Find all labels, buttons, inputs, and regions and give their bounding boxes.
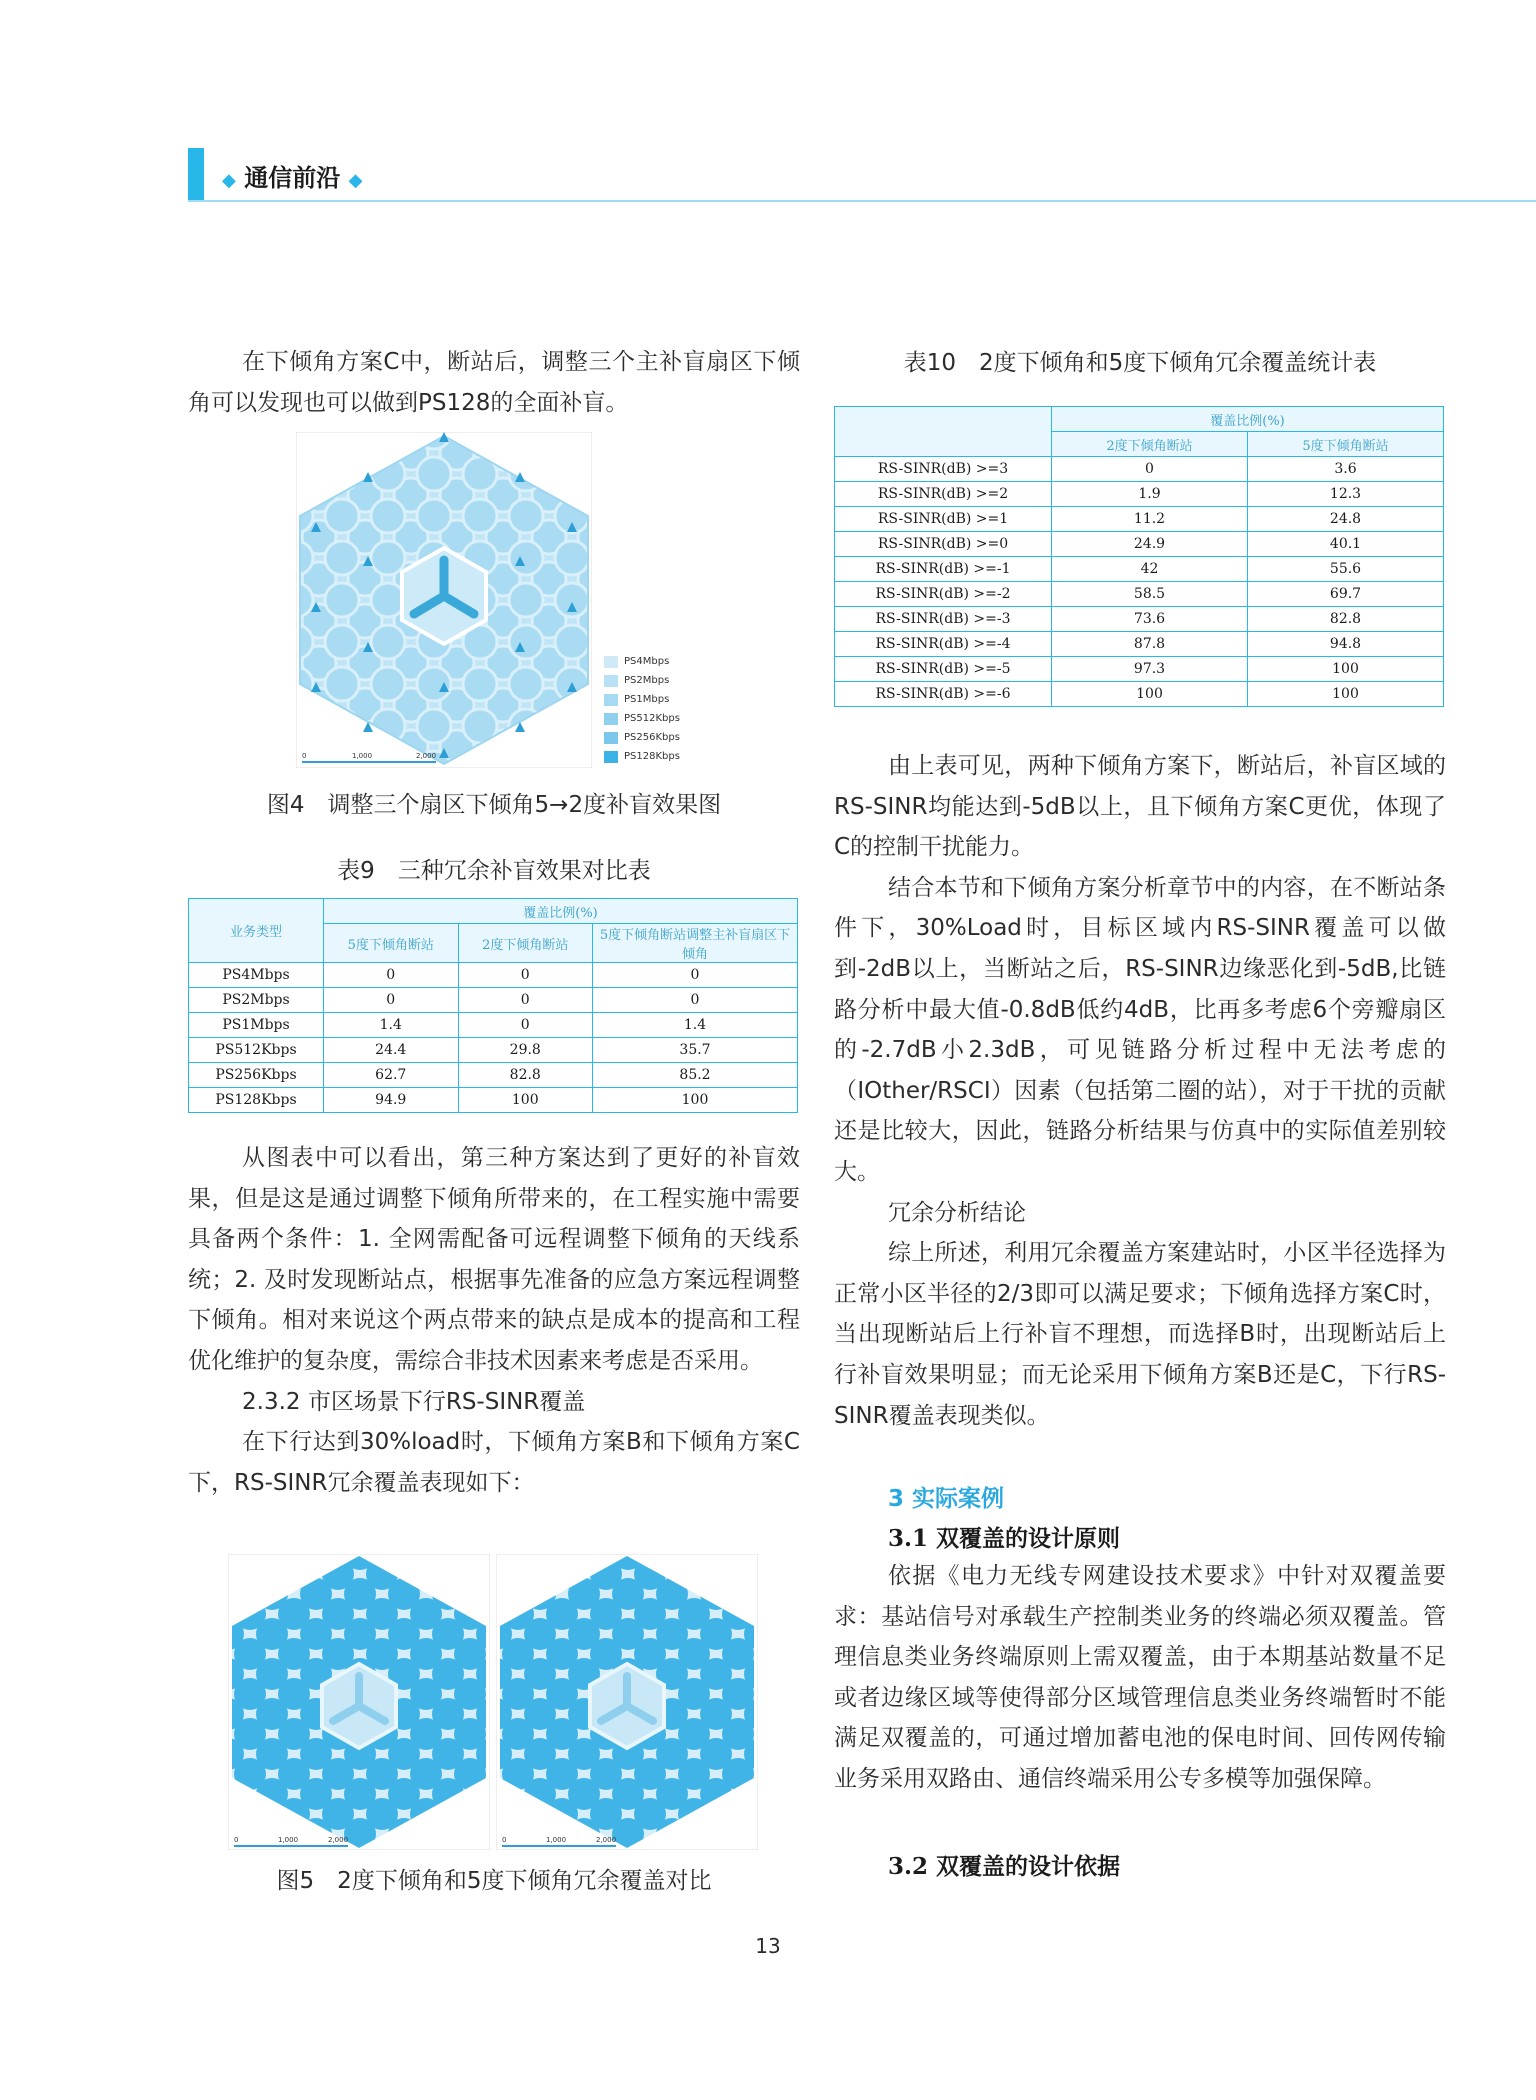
scale-label: 1,000 xyxy=(352,752,373,760)
table-cell: 100 xyxy=(593,1088,798,1113)
table-cell: 58.5 xyxy=(1052,582,1248,607)
table-row xyxy=(835,582,1444,607)
legend-item xyxy=(604,728,680,747)
figure-4-legend xyxy=(604,652,680,766)
legend-swatch xyxy=(604,713,618,725)
table-header: 业务类型 xyxy=(189,899,324,963)
subsection-heading: 冗余分析结论 xyxy=(888,1199,1026,1226)
table-10 xyxy=(834,406,1444,707)
running-header-text: 通信前沿 xyxy=(244,164,341,192)
paragraph-text: 依据《电力无线专网建设技术要求》中针对双覆盖要求：基站信号对承载生产控制类业务的终端必须双覆盖。管理信息类业务终端原则上需双覆盖，由于本期基站数量不足或者边缘区域等使得部分区域管理信息类业务终端暂时不能满足双覆盖的，可通过增加蓄电池的保电时间、回传网传输业务采用双路由、通信终端采用公专多模等加强保障。 xyxy=(834,1563,1446,1792)
table-header: 2度下倾角断站 xyxy=(458,924,593,963)
paragraph-text: 综上所述，利用冗余覆盖方案建站时，小区半径选择为正常小区半径的2/3即可以满足要求；下倾角选择方案C时，当出现断站后上行补盲不理想，而选择B时，出现断站后上行补盲效果明显；而无论采用下倾角方案B还是C，下行RS-SINR覆盖表现类似。 xyxy=(834,1240,1446,1429)
table-cell: 12.3 xyxy=(1248,482,1444,507)
figure-5-map-5deg xyxy=(496,1554,758,1850)
table-cell: 97.3 xyxy=(1052,657,1248,682)
scale-label: 1,000 xyxy=(546,1836,567,1844)
table-header: 5度下倾角断站调整主补盲扇区下倾角 xyxy=(593,924,798,963)
table-cell: PS2Mbps xyxy=(189,988,324,1013)
table-cell: 100 xyxy=(1248,682,1444,707)
table-header xyxy=(835,407,1052,457)
figure-5-caption: 图5 2度下倾角和5度下倾角冗余覆盖对比 xyxy=(276,1868,712,1894)
legend-swatch xyxy=(604,675,618,687)
diamond-icon: ◆ xyxy=(348,170,363,191)
table-row xyxy=(835,457,1444,482)
table-row xyxy=(189,1063,798,1088)
scale-label: 2,000 xyxy=(596,1836,617,1844)
table-cell: RS-SINR(dB) >=-5 xyxy=(835,657,1052,682)
table-cell: 42 xyxy=(1052,557,1248,582)
table-header: 覆盖比例(%) xyxy=(1052,407,1444,432)
table-row xyxy=(835,607,1444,632)
table-9 xyxy=(188,898,798,1113)
table-cell: PS4Mbps xyxy=(189,963,324,988)
table-header: 5度下倾角断站 xyxy=(324,924,459,963)
legend-label: PS1Mbps xyxy=(624,694,670,705)
table-cell: RS-SINR(dB) >=-2 xyxy=(835,582,1052,607)
table-cell: 24.8 xyxy=(1248,507,1444,532)
table-cell: RS-SINR(dB) >=-6 xyxy=(835,682,1052,707)
table-cell: 0 xyxy=(324,988,459,1013)
table-cell: PS1Mbps xyxy=(189,1013,324,1038)
scale-label: 2,000 xyxy=(416,752,437,760)
paragraph-text: 从图表中可以看出，第三种方案达到了更好的补盲效果，但是这是通过调整下倾角所带来的，在工程实施中需要具备两个条件：1. 全网需配备可远程调整下倾角的天线系统；2. 及时发现断站点，根据事先准备的应急方案远程调整下倾角。相对来说这个两点带来的缺点是成本的提高和工程优化维护的复杂度，需综合非技术因素来考虑是否采用。 xyxy=(188,1145,800,1374)
scale-label: 2,000 xyxy=(328,1836,349,1844)
legend-label: PS4Mbps xyxy=(624,656,670,667)
legend-swatch xyxy=(604,656,618,668)
table-cell: 11.2 xyxy=(1052,507,1248,532)
table-cell: 0 xyxy=(458,1013,593,1038)
section-3-1-heading: 3.1 双覆盖的设计原则 xyxy=(888,1525,1121,1552)
table-cell: 24.9 xyxy=(1052,532,1248,557)
table-row xyxy=(189,1038,798,1063)
table-cell: 100 xyxy=(458,1088,593,1113)
legend-label: PS512Kbps xyxy=(624,713,680,724)
table-row xyxy=(189,1088,798,1113)
figure-5-map-2deg xyxy=(228,1554,490,1850)
table-cell: 69.7 xyxy=(1248,582,1444,607)
table-cell: 29.8 xyxy=(458,1038,593,1063)
table-cell: 87.8 xyxy=(1052,632,1248,657)
legend-swatch xyxy=(604,751,618,763)
legend-item xyxy=(604,690,680,709)
paragraph-text: 结合本节和下倾角方案分析章节中的内容，在不断站条件下，30%Load时，目标区域内RS-SINR覆盖可以做到-2dB以上，当断站之后，RS-SINR边缘恶化到-5dB,比链路分析中最大值-0.8dB低约4dB，比再多考虑6个旁瓣扇区的-2.7dB小2.3dB，可见链路分析过程中无法考虑的（IOther/RSCI）因素（包括第二圈的站），对于干扰的贡献还是比较大，因此，链路分析结果与仿真中的实际值差别较大。 xyxy=(834,874,1446,1185)
scale-label: 0 xyxy=(502,1836,507,1844)
table-cell: 0 xyxy=(458,963,593,988)
legend-item xyxy=(604,709,680,728)
table-cell: RS-SINR(dB) >=-3 xyxy=(835,607,1052,632)
table-cell: RS-SINR(dB) >=0 xyxy=(835,532,1052,557)
subsection-heading: 2.3.2 市区场景下行RS-SINR覆盖 xyxy=(242,1388,586,1415)
paragraph-text: 由上表可见，两种下倾角方案下，断站后，补盲区域的RS-SINR均能达到-5dB以上，且下倾角方案C更优，体现了C的控制干扰能力。 xyxy=(834,753,1446,861)
table-cell: 35.7 xyxy=(593,1038,798,1063)
scale-label: 0 xyxy=(302,752,307,760)
table-row xyxy=(835,682,1444,707)
table-header: 5度下倾角断站 xyxy=(1248,432,1444,457)
table-cell: 0 xyxy=(1052,457,1248,482)
legend-swatch xyxy=(604,694,618,706)
table-cell: RS-SINR(dB) >=-1 xyxy=(835,557,1052,582)
table-cell: RS-SINR(dB) >=3 xyxy=(835,457,1052,482)
table-cell: 0 xyxy=(324,963,459,988)
table-row xyxy=(835,557,1444,582)
table-row xyxy=(189,1013,798,1038)
table-row xyxy=(189,988,798,1013)
page-number: 13 xyxy=(755,1934,781,1958)
table-cell: 55.6 xyxy=(1248,557,1444,582)
table-cell: 3.6 xyxy=(1248,457,1444,482)
table-cell: 0 xyxy=(593,988,798,1013)
right-text-block xyxy=(834,746,1446,1436)
table-cell: RS-SINR(dB) >=1 xyxy=(835,507,1052,532)
header-rule xyxy=(188,200,1536,202)
diamond-icon: ◆ xyxy=(222,170,236,191)
table-cell: 94.9 xyxy=(324,1088,459,1113)
table-cell: RS-SINR(dB) >=2 xyxy=(835,482,1052,507)
left-paragraph-2 xyxy=(188,1138,800,1503)
table-row xyxy=(835,507,1444,532)
table-cell: 62.7 xyxy=(324,1063,459,1088)
legend-item xyxy=(604,747,680,766)
table-cell: 1.9 xyxy=(1052,482,1248,507)
table-cell: 85.2 xyxy=(593,1063,798,1088)
section-3-2-heading: 3.2 双覆盖的设计依据 xyxy=(888,1853,1121,1880)
figure-4-coverage-map xyxy=(296,432,592,768)
left-paragraph-1 xyxy=(188,342,800,423)
table-cell: 24.4 xyxy=(324,1038,459,1063)
table-cell: 1.4 xyxy=(324,1013,459,1038)
paragraph-text: 在下行达到30%load时，下倾角方案B和下倾角方案C下，RS-SINR冗余覆盖表现如下： xyxy=(188,1429,800,1496)
right-paragraph-5 xyxy=(834,1556,1446,1800)
scale-label: 1,000 xyxy=(278,1836,299,1844)
table-cell: 100 xyxy=(1052,682,1248,707)
table-row xyxy=(189,963,798,988)
table-9-title: 表9 三种冗余补盲效果对比表 xyxy=(337,858,651,884)
table-row xyxy=(835,657,1444,682)
table-cell: 0 xyxy=(593,963,798,988)
legend-swatch xyxy=(604,732,618,744)
header-accent-bar xyxy=(188,148,204,202)
table-cell: PS256Kbps xyxy=(189,1063,324,1088)
scale-label: 0 xyxy=(234,1836,239,1844)
table-cell: 40.1 xyxy=(1248,532,1444,557)
section-3-heading: 3 实际案例 xyxy=(888,1486,1005,1512)
legend-label: PS2Mbps xyxy=(624,675,670,686)
table-row xyxy=(835,632,1444,657)
table-header: 2度下倾角断站 xyxy=(1052,432,1248,457)
table-cell: RS-SINR(dB) >=-4 xyxy=(835,632,1052,657)
legend-item xyxy=(604,652,680,671)
legend-label: PS256Kbps xyxy=(624,732,680,743)
running-header xyxy=(222,158,362,193)
table-cell: 0 xyxy=(458,988,593,1013)
table-header: 覆盖比例(%) xyxy=(324,899,798,924)
table-cell: PS512Kbps xyxy=(189,1038,324,1063)
table-cell: 94.8 xyxy=(1248,632,1444,657)
table-cell: 1.4 xyxy=(593,1013,798,1038)
legend-label: PS128Kbps xyxy=(624,751,680,762)
table-cell: 100 xyxy=(1248,657,1444,682)
table-row xyxy=(835,532,1444,557)
table-cell: 73.6 xyxy=(1052,607,1248,632)
table-cell: PS128Kbps xyxy=(189,1088,324,1113)
table-row xyxy=(835,482,1444,507)
paragraph-text: 在下倾角方案C中，断站后，调整三个主补盲扇区下倾角可以发现也可以做到PS128的全面补盲。 xyxy=(188,349,800,416)
table-10-title: 表10 2度下倾角和5度下倾角冗余覆盖统计表 xyxy=(903,350,1377,376)
figure-4-caption: 图4 调整三个扇区下倾角5→2度补盲效果图 xyxy=(266,792,722,818)
legend-item xyxy=(604,671,680,690)
table-cell: 82.8 xyxy=(458,1063,593,1088)
table-cell: 82.8 xyxy=(1248,607,1444,632)
